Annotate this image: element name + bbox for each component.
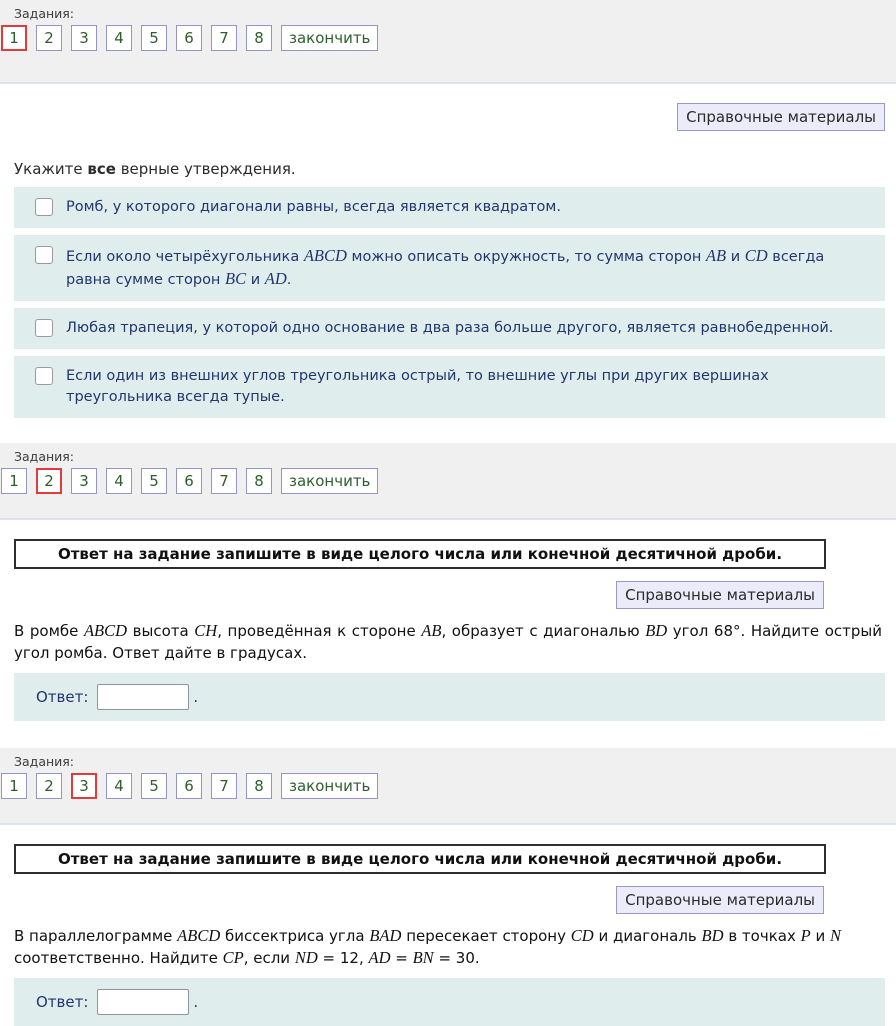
task-button-6[interactable]: 6 xyxy=(176,25,202,51)
answer-label: Ответ: xyxy=(36,993,89,1011)
task-button-5[interactable]: 5 xyxy=(141,468,167,494)
task-button-8[interactable]: 8 xyxy=(246,773,272,799)
reference-materials-button[interactable]: Справочные материалы xyxy=(616,886,824,914)
task-nav-row-1 xyxy=(0,25,896,51)
task-button-8[interactable]: 8 xyxy=(246,25,272,51)
task-button-3[interactable]: 3 xyxy=(71,773,97,799)
reference-materials-button[interactable]: Справочные материалы xyxy=(616,581,824,609)
task-button-7[interactable]: 7 xyxy=(211,773,237,799)
task-button-6[interactable]: 6 xyxy=(176,773,202,799)
task-button-2[interactable]: 2 xyxy=(36,25,62,51)
task-button-4[interactable]: 4 xyxy=(106,773,132,799)
statement-row xyxy=(14,187,885,228)
task-button-2[interactable]: 2 xyxy=(36,773,62,799)
statement-checkbox[interactable] xyxy=(35,319,53,337)
statement-row xyxy=(14,235,885,301)
task-section-1 xyxy=(0,0,896,418)
answer-row xyxy=(14,978,885,1026)
answer-input[interactable] xyxy=(97,989,189,1015)
answer-input[interactable] xyxy=(97,684,189,710)
task-nav-band-2 xyxy=(0,443,896,520)
statement-checkbox[interactable] xyxy=(35,367,53,385)
reference-materials-button[interactable]: Справочные материалы xyxy=(677,103,885,131)
tasks-label: Задания: xyxy=(14,754,75,769)
task-button-3[interactable]: 3 xyxy=(71,468,97,494)
task-button-8[interactable]: 8 xyxy=(246,468,272,494)
finish-button[interactable]: закончить xyxy=(281,468,378,494)
answer-format-header: Ответ на задание запишите в виде целого числа или конечной десятичной дроби. xyxy=(14,539,826,569)
task-button-4[interactable]: 4 xyxy=(106,25,132,51)
task-button-7[interactable]: 7 xyxy=(211,25,237,51)
reference-row-2 xyxy=(0,581,896,609)
task-button-6[interactable]: 6 xyxy=(176,468,202,494)
question-text: В ромбе ABCD высота CH, проведённая к стороне AB, образует с диагональю BD угол 68°. Найдите острый угол ромба. Ответ дайте в градусах. xyxy=(14,621,883,662)
answer-suffix: . xyxy=(193,688,199,706)
statement-text: Ромб, у которого диагонали равны, всегда является квадратом. xyxy=(66,199,561,215)
tasks-label: Задания: xyxy=(14,449,75,464)
reference-row-3 xyxy=(0,886,896,914)
answer-format-header: Ответ на задание запишите в виде целого числа или конечной десятичной дроби. xyxy=(14,844,826,874)
statement-row xyxy=(14,308,885,349)
task-button-4[interactable]: 4 xyxy=(106,468,132,494)
statement-checkbox[interactable] xyxy=(35,198,53,216)
task-button-1[interactable]: 1 xyxy=(1,468,27,494)
answer-row xyxy=(14,673,885,721)
task-button-1[interactable]: 1 xyxy=(1,25,27,51)
tasks-label: Задания: xyxy=(14,6,75,21)
statement-text: Если около четырёхугольника ABCD можно описать окружность, то сумма сторон AB и CD всегда равна сумме сторон BC и AD. xyxy=(66,246,825,288)
task-prompt: Укажите все верные утверждения. xyxy=(14,160,296,178)
statement-text: Если один из внешних углов треугольника острый, то внешние углы при других вершинах треугольника всегда тупые. xyxy=(66,368,769,405)
statement-text: Любая трапеция, у которой одно основание в два раза больше другого, является равнобедренной. xyxy=(66,320,834,336)
reference-row-1 xyxy=(0,103,896,131)
finish-button[interactable]: закончить xyxy=(281,773,378,799)
task-button-2[interactable]: 2 xyxy=(36,468,62,494)
task-section-2 xyxy=(0,443,896,721)
task-nav-band-3 xyxy=(0,748,896,825)
task-nav-row-2 xyxy=(0,468,896,494)
task-section-3 xyxy=(0,748,896,1026)
task-button-3[interactable]: 3 xyxy=(71,25,97,51)
statement-checkbox[interactable] xyxy=(35,246,53,264)
task-button-7[interactable]: 7 xyxy=(211,468,237,494)
task-button-5[interactable]: 5 xyxy=(141,25,167,51)
answer-label: Ответ: xyxy=(36,688,89,706)
task-nav-row-3 xyxy=(0,773,896,799)
task-nav-band-1 xyxy=(0,0,896,84)
answer-suffix: . xyxy=(193,993,199,1011)
finish-button[interactable]: закончить xyxy=(281,25,378,51)
task-button-1[interactable]: 1 xyxy=(1,773,27,799)
statement-row xyxy=(14,356,885,418)
task-button-5[interactable]: 5 xyxy=(141,773,167,799)
question-text: В параллелограмме ABCD биссектриса угла BAD пересекает сторону CD и диагональ BD в точках P и N соответственно. Найдите CP, если ND = 12, AD = BN = 30. xyxy=(14,926,842,967)
